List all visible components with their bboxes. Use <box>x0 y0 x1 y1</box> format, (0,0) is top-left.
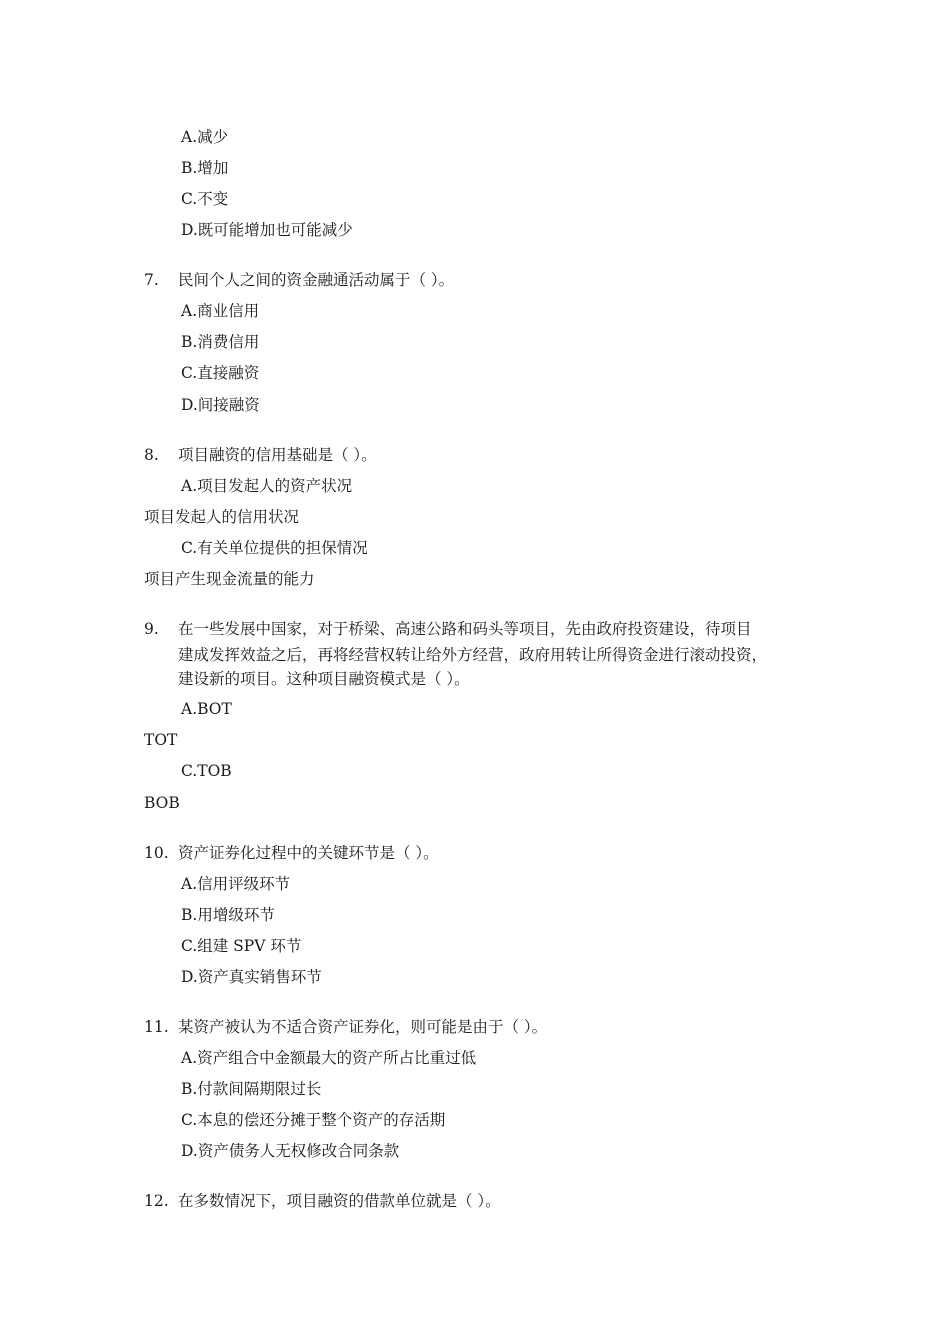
option-8-a: A.项目发起人的资产状况 <box>181 477 353 495</box>
question-9-text-line-3: 建设新的项目。这种项目融资模式是（ ）。 <box>178 670 470 688</box>
question-11-text: 某资产被认为不适合资产证券化，则可能是由于（ ）。 <box>178 1018 548 1036</box>
question-12-number: 12. <box>144 1192 169 1210</box>
option-10-b: B.用增级环节 <box>181 906 275 924</box>
question-7-text: 民间个人之间的资金融通活动属于（ ）。 <box>178 271 455 289</box>
option-11-d: D.资产债务人无权修改合同条款 <box>181 1142 400 1160</box>
option-11-a: A.资产组合中金额最大的资产所占比重过低 <box>181 1049 477 1067</box>
question-10-text: 资产证券化过程中的关键环节是（ ）。 <box>178 844 439 862</box>
option-7-a: A.商业信用 <box>181 302 260 320</box>
option-prev-b: B.增加 <box>181 159 229 177</box>
question-9-text-line-2: 建成发挥效益之后，再将经营权转让给外方经营，政府用转让所得资金进行滚动投资， <box>178 646 768 664</box>
question-8-number: 8. <box>144 446 159 464</box>
option-7-b: B.消费信用 <box>181 333 260 351</box>
option-7-c: C.直接融资 <box>181 364 260 382</box>
option-9-d: BOB <box>144 794 180 812</box>
question-7-number: 7. <box>144 271 159 289</box>
option-11-b: B.付款间隔期限过长 <box>181 1080 322 1098</box>
option-10-c: C.组建 SPV 环节 <box>181 937 302 955</box>
question-11-number: 11. <box>144 1018 169 1036</box>
option-9-b: TOT <box>144 731 178 749</box>
option-11-c: C.本息的偿还分摊于整个资产的存活期 <box>181 1111 446 1129</box>
option-10-a: A.信用评级环节 <box>181 875 291 893</box>
question-9-number: 9. <box>144 620 159 638</box>
option-prev-a: A.减少 <box>181 128 229 146</box>
option-prev-d: D.既可能增加也可能减少 <box>181 221 353 239</box>
question-9-text-line-1: 在一些发展中国家，对于桥梁、高速公路和码头等项目，先由政府投资建设，待项目 <box>178 620 752 638</box>
option-8-c: C.有关单位提供的担保情况 <box>181 539 368 557</box>
option-8-d: 项目产生现金流量的能力 <box>144 570 315 588</box>
question-8-text: 项目融资的信用基础是（ ）。 <box>178 446 377 464</box>
option-prev-c: C.不变 <box>181 190 229 208</box>
option-9-a: A.BOT <box>181 700 232 718</box>
option-8-b: 项目发起人的信用状况 <box>144 508 300 526</box>
question-12-text: 在多数情况下，项目融资的借款单位就是（ ）。 <box>178 1192 501 1210</box>
option-7-d: D.间接融资 <box>181 396 260 414</box>
question-10-number: 10. <box>144 844 169 862</box>
option-9-c: C.TOB <box>181 762 232 780</box>
option-10-d: D.资产真实销售环节 <box>181 968 322 986</box>
